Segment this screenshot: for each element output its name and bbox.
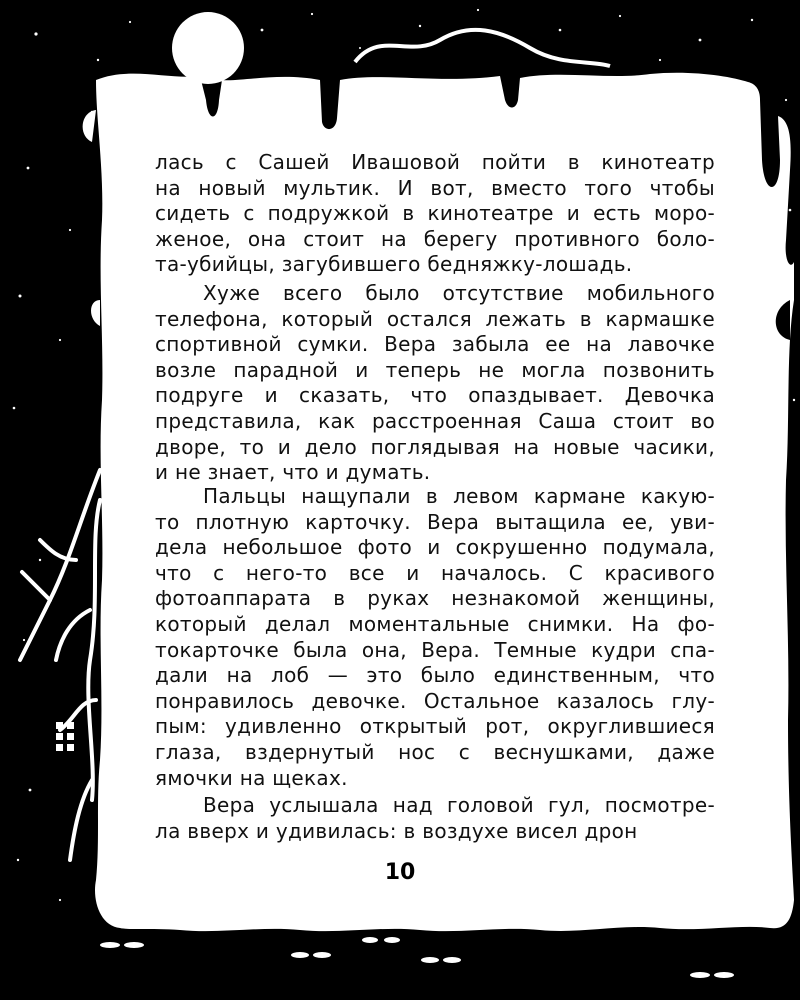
text-line: телефона, который остался лежать в кармашке [155, 306, 715, 331]
text-line: подруге и сказать, что опаздывает. Девочка [155, 383, 715, 408]
text-line: Пальцы нащупали в левом кармане какую- [203, 484, 715, 508]
text-line: что с него-то все и началось. С красивого [155, 560, 715, 585]
text-line: лась с Сашей Ивашовой пойти в кинотеатр [155, 150, 715, 174]
text-line: Вера услышала над головой гул, посмотре- [203, 793, 715, 817]
text-line: пым: удивленно открытый рот, округлившиеся [155, 714, 715, 739]
text-line: дали на лоб — это было единственным, что [155, 663, 715, 688]
text-line: на новый мультик. И вот, вместо того чтобы [155, 175, 715, 200]
paragraph-2 [155, 281, 715, 486]
text-line: и не знает, что и думать. [155, 460, 431, 485]
text-line: фотоаппарата в руках незнакомой женщины, [155, 586, 715, 611]
text-line: та-убийцы, загубившего бедняжку-лошадь. [155, 252, 633, 277]
text-line: ямочки на щеках. [155, 765, 348, 790]
text-line: то плотную карточку. Вера вытащила ее, уви- [155, 509, 715, 534]
text-line: возле парадной и теперь не могла позвонить [155, 357, 715, 382]
text-line: токарточке была она, Вера. Темные кудри спа- [155, 637, 715, 662]
paragraph-1 [155, 150, 715, 278]
paragraph-4 [155, 793, 715, 844]
text-line: понравилось девочке. Остальное казалось глу- [155, 688, 715, 713]
text-line: женое, она стоит на берегу противного боло- [155, 226, 715, 251]
text-line: представила, как расстроенная Саша стоит во [155, 408, 715, 433]
text-line: дела небольшое фото и сокрушенно подумала, [155, 535, 715, 560]
text-line: который делал моментальные снимки. На фо- [155, 611, 715, 636]
text-line: ла вверх и удивилась: в воздухе висел дрон [155, 818, 638, 843]
text-line: Хуже всего было отсутствие мобильного [203, 281, 715, 305]
text-line: сидеть с подружкой в кинотеатре и есть моро- [155, 201, 715, 226]
text-line: дворе, то и дело поглядывая на новые часики, [155, 434, 715, 459]
paragraph-3 [155, 484, 715, 791]
page-number: 10 [384, 860, 416, 885]
text-line: спортивной сумки. Вера забыла ее на лавочке [155, 332, 715, 357]
text-line: глаза, вздернутый нос с веснушками, даже [155, 739, 715, 764]
